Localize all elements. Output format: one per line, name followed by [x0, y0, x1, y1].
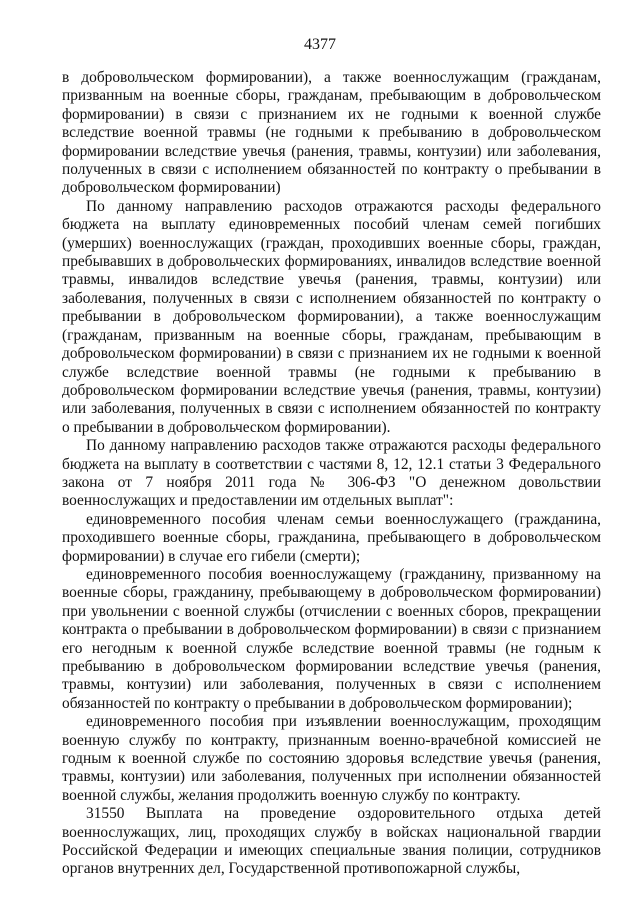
document-body [62, 69, 601, 879]
paragraph-allowance-family: единовременного пособия членам семьи военнослужащего (гражданина, проходившего военные сборы, гражданина, пребывающего в добровольческом формировании) в случае его гибели (смерти); [62, 510, 601, 565]
code-entry-word: Выплата [145, 805, 203, 823]
paragraph-expenses-families: По данному направлению расходов отражаются расходы федерального бюджета на выплату единовременных пособий членам семей погибших (умерших) военнослужащих (граждан, проходивших военные сборы, граждан, пребывавших в добровольческих формированиях, инвалидов вследствие военной травмы, инвалидов вследствие увечья (ранения, травмы, контузии) или заболевания, полученных в связи с исполнением обязанностей по контракту о пребывании в добровольческом формировании), а также военнослужащим (гражданам, призванным на военные сборы, гражданам, пребывающим в добровольческом формировании) в связи с признанием их не годными к военной службе вследствие военной травмы (не годными к пребыванию в добровольческом формировании вследствие увечья (ранения, травмы, контузии) или заболевания, полученных в связи с исполнением обязанностей по контракту о пребывании в добровольческом формировании). [62, 197, 601, 436]
paragraph-expenses-law-306: По данному направлению расходов также отражаются расходы федерального бюджета на выплату в соответствии с частями 8, 12, 12.1 статьи 3 Федерального закона от 7 ноября 2011 года № 306-ФЗ "О денежном довольствии военнослужащих и предоставлении им отдельных выплат": [62, 437, 601, 510]
code-entry-word: на [224, 805, 240, 823]
code-entry-word: отдыха [496, 805, 544, 823]
code-entry-word: проведение [260, 805, 336, 823]
paragraph-continuation: в добровольческом формировании), а также военнослужащим (гражданам, призванным на военные сборы, гражданам, пребывающим в добровольческом формировании) в связи с признанием их не годными к военной службе вследствие военной травмы (не годными к пребыванию в добровольческом формировании вследствие увечья (ранения, травмы, контузии) или заболевания, полученных в связи с исполнением обязанностей по контракту о пребывании в добровольческом формировании) [62, 69, 601, 197]
code-entry-continuation: военнослужащих, лиц, проходящих службу в войсках национальной гвардии Российской Федерации и имеющих специальные звания полиции, сотрудников органов внутренних дел, Государственной противопожарной службы, [62, 823, 601, 878]
paragraph-allowance-discharge: единовременного пособия военнослужащему (гражданину, призванному на военные сборы, гражданину, пребывающему в добровольческом формировании) при увольнении с военной службы (отчислении с военных сборов, прекращении контракта о пребывании в добровольческом формировании) в связи с признанием его негодным к военной службе вследствие военной травмы (не годным к пребыванию в добровольческом формировании вследствие увечья (ранения, травмы, контузии) или заболевания, полученных в связи с исполнением обязанностей по контракту о пребывании в добровольческом формировании); [62, 565, 601, 712]
code-entry-code: 31550 [86, 805, 125, 823]
page-number: 4377 [304, 36, 336, 53]
code-entry-word: оздоровительного [357, 805, 476, 823]
paragraph-allowance-continue-service: единовременного пособия при изъявлении военнослужащим, проходящим военную службу по контракту, признанным военно-врачебной комиссией не годным к военной службе по состоянию здоровья вследствие увечья (ранения, травмы, контузии) или заболевания, полученных при исполнении обязанностей военной службы, желания продолжить военную службу по контракту. [62, 713, 601, 804]
code-entry-word: детей [564, 805, 601, 823]
code-entry-first-line [62, 805, 601, 823]
